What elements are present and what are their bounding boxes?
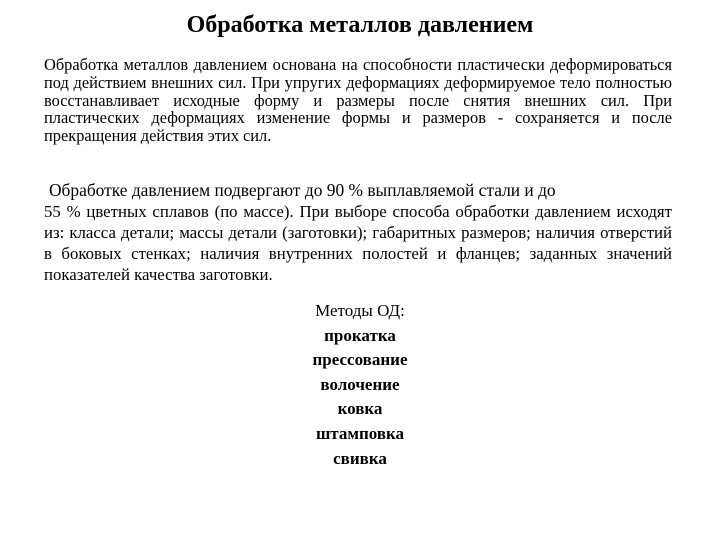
page-title: Обработка металлов давлением [186, 12, 534, 38]
method-item-twisting: свивка [333, 448, 387, 468]
method-item-stamping: штамповка [315, 423, 405, 443]
methods-heading: Методы ОД: [315, 301, 405, 320]
method-item-pressing: прессование [312, 350, 408, 370]
method-item-forging: ковка [337, 399, 383, 419]
paragraph-share-steel: Обработке давлением подвергают до 90 % выплавляемой стали и до [49, 180, 556, 200]
method-item-rolling: прокатка [324, 325, 396, 345]
methods-list [0, 299, 720, 471]
paragraph-method-selection: 55 % цветных сплавов (по массе). При выборе способа обработки давлением исходят из: класса детали; массы детали (заготовки); габаритных размеров; наличия отверстий в боковых стенках; наличия внутренних полостей и фланцев; заданных значений показателей качества заготовки. [44, 202, 672, 284]
method-item-drawing: волочение [320, 374, 400, 394]
paragraph-definition: Обработка металлов давлением основана на способности пластически деформироваться под действием внешних сил. При упругих деформациях деформируемое тело полностью восстанавливает исходные форму и размеры после снятия внешних сил. При пластических деформациях изменение формы и размеров - сохраняется и после прекращения действия этих сил. [44, 55, 672, 146]
